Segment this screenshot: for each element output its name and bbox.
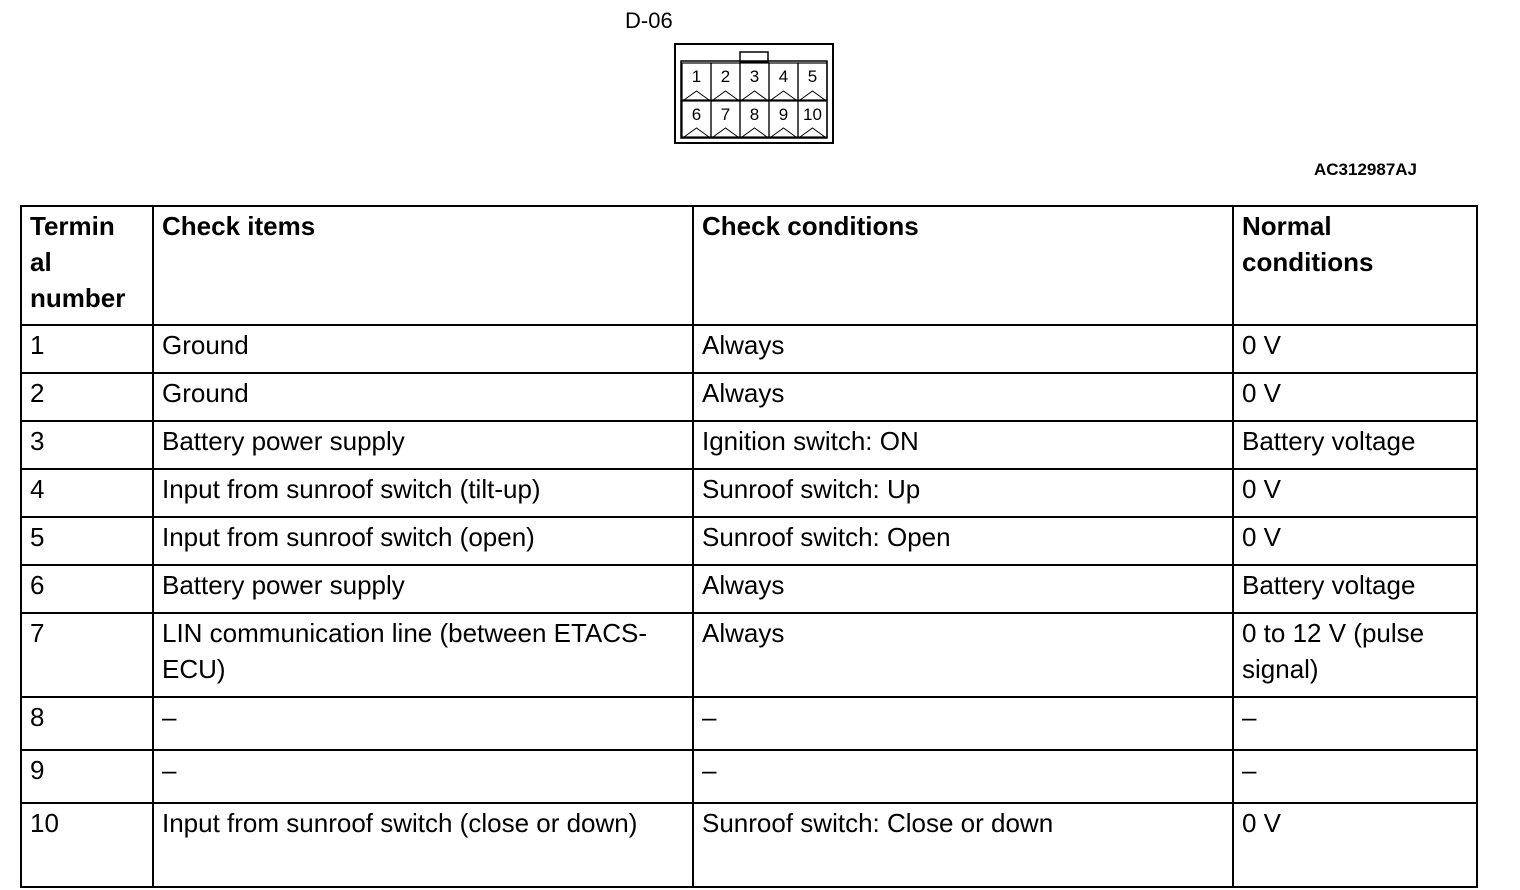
- header-check-items: Check items: [153, 206, 693, 325]
- header-check-conditions: Check conditions: [693, 206, 1233, 325]
- cell-terminal: 9: [21, 750, 153, 803]
- cell-terminal: 6: [21, 565, 153, 613]
- connector-pin-number: 9: [778, 105, 789, 124]
- table-row: [21, 469, 1477, 517]
- header-normal-conditions: Normal conditions: [1233, 206, 1477, 325]
- connector-pin-lance: [742, 128, 767, 137]
- cell-check-condition: –: [693, 697, 1233, 750]
- cell-check-item: Ground: [153, 373, 693, 421]
- cell-check-item: Input from sunroof switch (open): [153, 517, 693, 565]
- connector-pin-number: 2: [720, 67, 731, 86]
- cell-check-condition: Sunroof switch: Close or down: [693, 803, 1233, 887]
- cell-check-condition: Always: [693, 325, 1233, 373]
- terminal-voltage-table: [20, 205, 1478, 888]
- cell-terminal: 5: [21, 517, 153, 565]
- cell-terminal: 1: [21, 325, 153, 373]
- table-row: [21, 803, 1477, 887]
- header-terminal-number: [21, 206, 153, 325]
- table-row: [21, 697, 1477, 750]
- cell-check-item: Input from sunroof switch (tilt-up): [153, 469, 693, 517]
- cell-normal-condition: –: [1233, 697, 1477, 750]
- table-row: [21, 613, 1477, 697]
- cell-normal-condition: 0 V: [1233, 803, 1477, 887]
- connector-pin-number: 7: [720, 105, 731, 124]
- cell-check-item: –: [153, 750, 693, 803]
- cell-normal-condition: 0 V: [1233, 517, 1477, 565]
- cell-normal-condition: 0 V: [1233, 373, 1477, 421]
- cell-check-condition: –: [693, 750, 1233, 803]
- cell-check-condition: Ignition switch: ON: [693, 421, 1233, 469]
- connector-pin-lance: [684, 91, 709, 100]
- cell-terminal: 7: [21, 613, 153, 697]
- connector-pin-lance: [771, 128, 796, 137]
- table-header-row: [21, 206, 1477, 325]
- connector-pin-lance: [742, 91, 767, 100]
- cell-check-item: Battery power supply: [153, 565, 693, 613]
- cell-check-condition: Sunroof switch: Up: [693, 469, 1233, 517]
- connector-label: D-06: [625, 8, 673, 33]
- connector-pin-number: 6: [691, 105, 702, 124]
- cell-terminal: 3: [21, 421, 153, 469]
- header-terminal-line2: al: [30, 247, 52, 277]
- cell-normal-condition: Battery voltage: [1233, 421, 1477, 469]
- cell-check-condition: Always: [693, 613, 1233, 697]
- cell-check-condition: Sunroof switch: Open: [693, 517, 1233, 565]
- cell-normal-condition: 0 V: [1233, 325, 1477, 373]
- connector-pin-number: 4: [778, 67, 789, 86]
- table-row: [21, 750, 1477, 803]
- cell-normal-condition: 0 V: [1233, 469, 1477, 517]
- cell-terminal: 10: [21, 803, 153, 887]
- connector-pin-lance: [684, 128, 709, 137]
- connector-pin-lance: [800, 128, 825, 137]
- connector-pin-number: 5: [807, 67, 818, 86]
- connector-pin-number: 1: [691, 67, 702, 86]
- connector-diagram: [674, 43, 834, 144]
- table-row: [21, 565, 1477, 613]
- cell-check-item: Ground: [153, 325, 693, 373]
- header-terminal-line3: number: [30, 283, 126, 313]
- cell-normal-condition: Battery voltage: [1233, 565, 1477, 613]
- cell-normal-condition: –: [1233, 750, 1477, 803]
- table-row: [21, 421, 1477, 469]
- table-row: [21, 517, 1477, 565]
- connector-pin-number: 10: [803, 105, 822, 124]
- connector-pin-number: 8: [749, 105, 760, 124]
- figure-id: AC312987AJ: [1314, 160, 1418, 179]
- cell-check-item: Input from sunroof switch (close or down): [153, 803, 693, 887]
- cell-check-condition: Always: [693, 565, 1233, 613]
- cell-terminal: 8: [21, 697, 153, 750]
- connector-pin-lance: [800, 91, 825, 100]
- cell-terminal: 4: [21, 469, 153, 517]
- connector-pin-lance: [713, 128, 738, 137]
- connector-pin-number: 3: [749, 67, 760, 86]
- cell-check-condition: Always: [693, 373, 1233, 421]
- table-row: [21, 325, 1477, 373]
- cell-check-item: LIN communication line (between ETACS-ECU): [153, 613, 693, 697]
- table-row: [21, 373, 1477, 421]
- connector-pin-lance: [713, 91, 738, 100]
- cell-terminal: 2: [21, 373, 153, 421]
- cell-check-item: Battery power supply: [153, 421, 693, 469]
- header-terminal-line1: Termin: [30, 211, 115, 241]
- cell-normal-condition: 0 to 12 V (pulse signal): [1233, 613, 1477, 697]
- connector-pin-lance: [771, 91, 796, 100]
- cell-check-item: –: [153, 697, 693, 750]
